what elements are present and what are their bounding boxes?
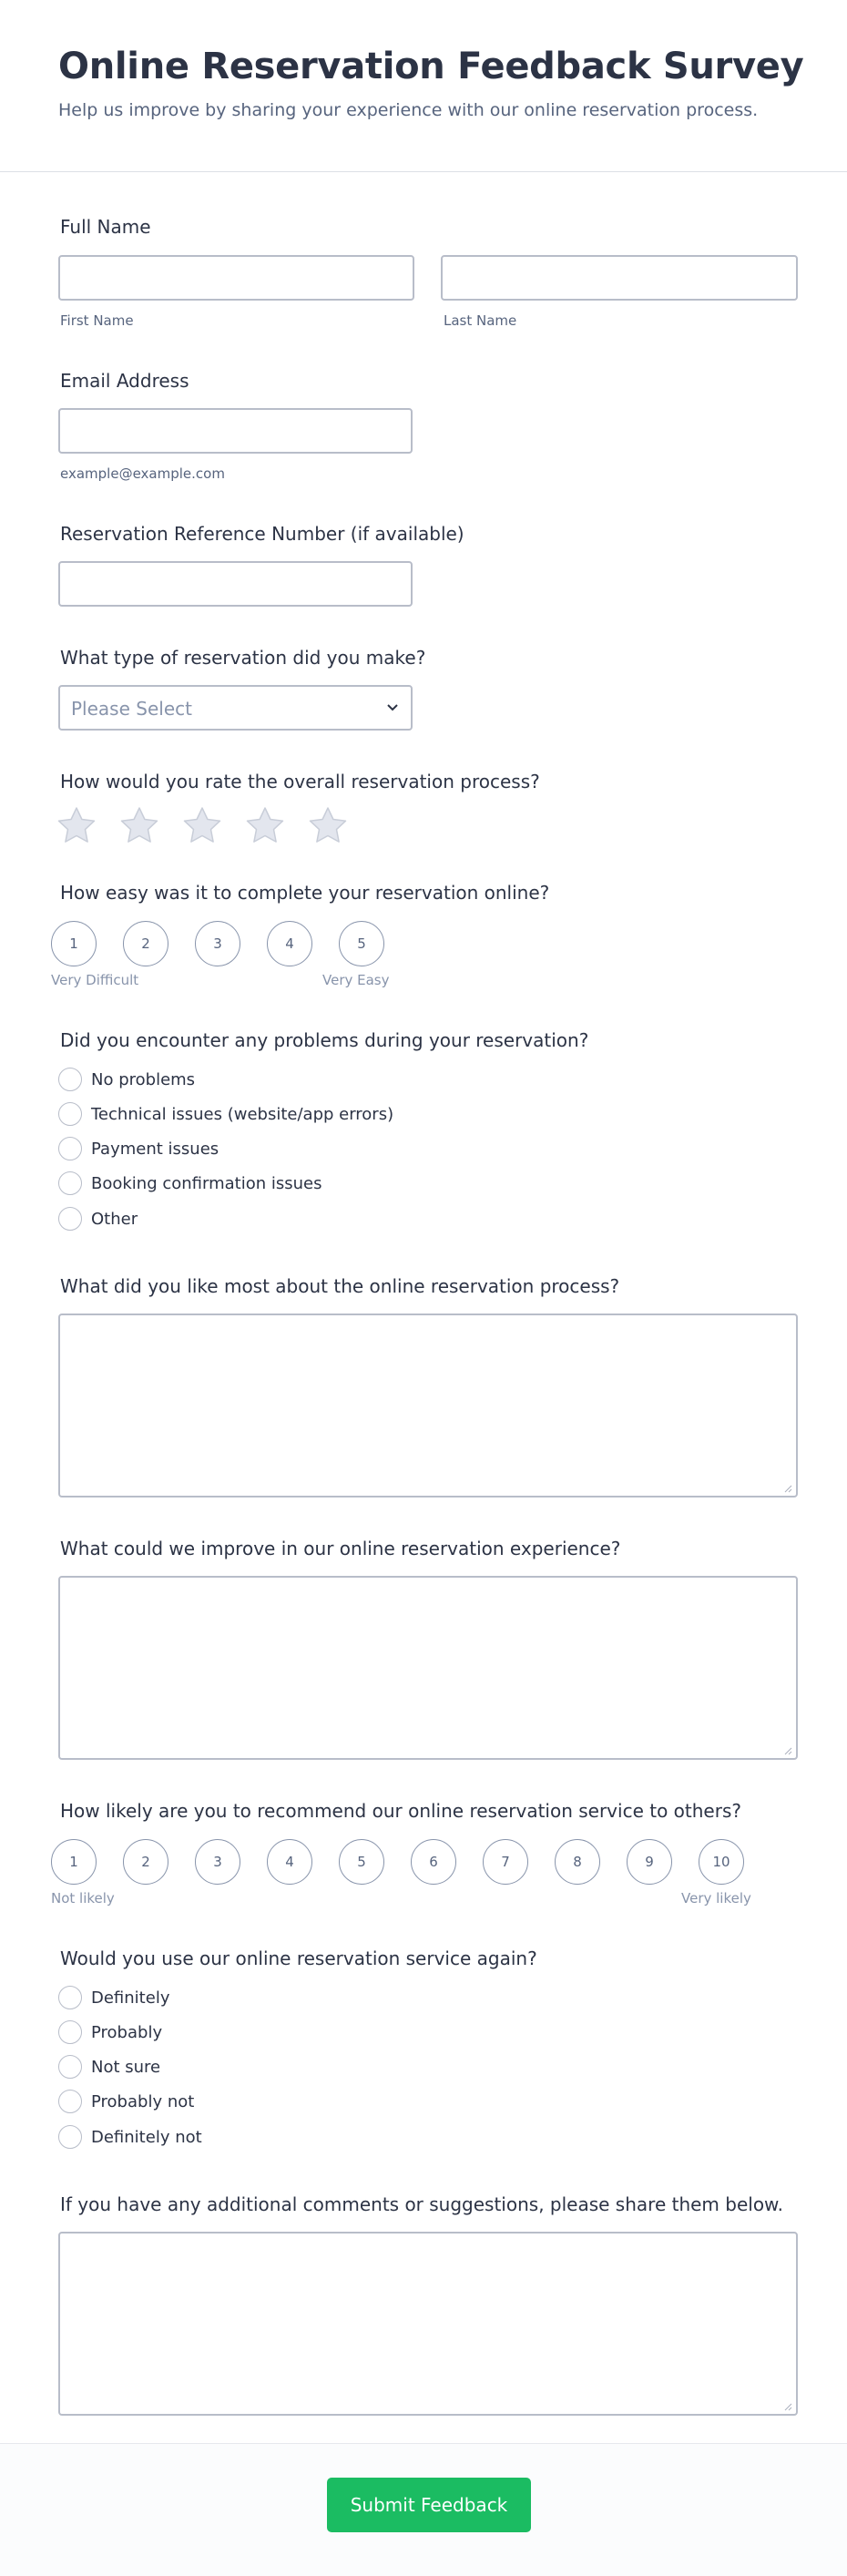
radio-circle[interactable] (58, 2055, 82, 2079)
ease-option-1[interactable]: 1 (51, 921, 97, 966)
ease-option-3[interactable]: 3 (195, 921, 240, 966)
recommend-option-10[interactable]: 10 (699, 1839, 744, 1885)
radio-circle[interactable] (58, 1137, 82, 1160)
chevron-down-icon (385, 702, 400, 713)
recommend-option-1[interactable]: 1 (51, 1839, 97, 1885)
page-subtitle: Help us improve by sharing your experience with our online reservation process. (58, 100, 759, 120)
form-footer (0, 2443, 847, 2576)
recommend-option-7[interactable]: 7 (483, 1839, 528, 1885)
radio-circle[interactable] (58, 1102, 82, 1126)
use-again-option-definitely-not[interactable]: Definitely not (58, 2124, 202, 2150)
liked-textarea[interactable] (58, 1314, 798, 1498)
email-input[interactable] (58, 408, 413, 454)
problems-option-other[interactable]: Other (58, 1206, 138, 1232)
star-icon[interactable] (56, 805, 97, 845)
ease-low-caption: Very Difficult (51, 972, 139, 988)
resize-grip-icon[interactable] (784, 1747, 792, 1755)
last-name-sublabel: Last Name (444, 312, 517, 329)
use-again-option-probably-not[interactable]: Probably not (58, 2089, 194, 2114)
star-icon[interactable] (244, 805, 286, 845)
reference-number-input[interactable] (58, 561, 413, 607)
resize-grip-icon[interactable] (784, 1485, 792, 1493)
problems-option-payment[interactable]: Payment issues (58, 1136, 219, 1161)
ease-option-5[interactable]: 5 (339, 921, 384, 966)
first-name-input[interactable] (58, 255, 414, 301)
recommend-low-caption: Not likely (51, 1890, 115, 1906)
ease-label: How easy was it to complete your reservation online? (60, 882, 550, 904)
first-name-sublabel: First Name (60, 312, 134, 329)
last-name-input[interactable] (441, 255, 798, 301)
recommend-option-8[interactable]: 8 (555, 1839, 600, 1885)
recommend-option-6[interactable]: 6 (411, 1839, 456, 1885)
reservation-type-placeholder: Please Select (71, 698, 192, 720)
recommend-option-2[interactable]: 2 (123, 1839, 168, 1885)
reservation-type-select[interactable] (58, 685, 413, 731)
recommend-option-3[interactable]: 3 (195, 1839, 240, 1885)
ease-option-4[interactable]: 4 (267, 921, 312, 966)
star-icon[interactable] (307, 805, 349, 845)
recommend-high-caption: Very likely (681, 1890, 751, 1906)
radio-circle[interactable] (58, 1068, 82, 1091)
reference-number-label: Reservation Reference Number (if available) (60, 523, 464, 545)
reservation-type-label: What type of reservation did you make? (60, 647, 426, 669)
problems-option-no-problems[interactable]: No problems (58, 1067, 195, 1092)
recommend-option-9[interactable]: 9 (627, 1839, 672, 1885)
ease-option-2[interactable]: 2 (123, 921, 168, 966)
page-title: Online Reservation Feedback Survey (58, 46, 804, 87)
improve-textarea[interactable] (58, 1576, 798, 1760)
use-again-option-probably[interactable]: Probably (58, 2019, 162, 2045)
use-again-option-not-sure[interactable]: Not sure (58, 2054, 160, 2080)
resize-grip-icon[interactable] (784, 2403, 792, 2411)
improve-label: What could we improve in our online reservation experience? (60, 1538, 621, 1559)
ease-high-caption: Very Easy (322, 972, 390, 988)
problems-option-booking[interactable]: Booking confirmation issues (58, 1170, 321, 1196)
form-header (0, 0, 847, 172)
star-icon[interactable] (118, 805, 160, 845)
problems-label: Did you encounter any problems during your reservation? (60, 1029, 589, 1051)
radio-circle[interactable] (58, 1171, 82, 1195)
use-again-label: Would you use our online reservation service again? (60, 1947, 537, 1969)
radio-circle[interactable] (58, 2125, 82, 2149)
overall-rating-label: How would you rate the overall reservation process? (60, 771, 540, 792)
recommend-option-4[interactable]: 4 (267, 1839, 312, 1885)
star-icon[interactable] (181, 805, 223, 845)
recommend-label: How likely are you to recommend our online reservation service to others? (60, 1800, 741, 1822)
problems-option-technical[interactable]: Technical issues (website/app errors) (58, 1101, 393, 1127)
recommend-option-5[interactable]: 5 (339, 1839, 384, 1885)
submit-button[interactable]: Submit Feedback (327, 2478, 531, 2532)
radio-circle[interactable] (58, 2020, 82, 2044)
radio-circle[interactable] (58, 2090, 82, 2113)
email-label: Email Address (60, 370, 189, 392)
liked-label: What did you like most about the online reservation process? (60, 1275, 620, 1297)
comments-textarea[interactable] (58, 2232, 798, 2416)
radio-circle[interactable] (58, 1207, 82, 1231)
full-name-label: Full Name (60, 216, 151, 238)
comments-label: If you have any additional comments or suggestions, please share them below. (60, 2193, 783, 2215)
email-sublabel: example@example.com (60, 465, 225, 482)
radio-circle[interactable] (58, 1986, 82, 2009)
use-again-option-definitely[interactable]: Definitely (58, 1985, 169, 2010)
